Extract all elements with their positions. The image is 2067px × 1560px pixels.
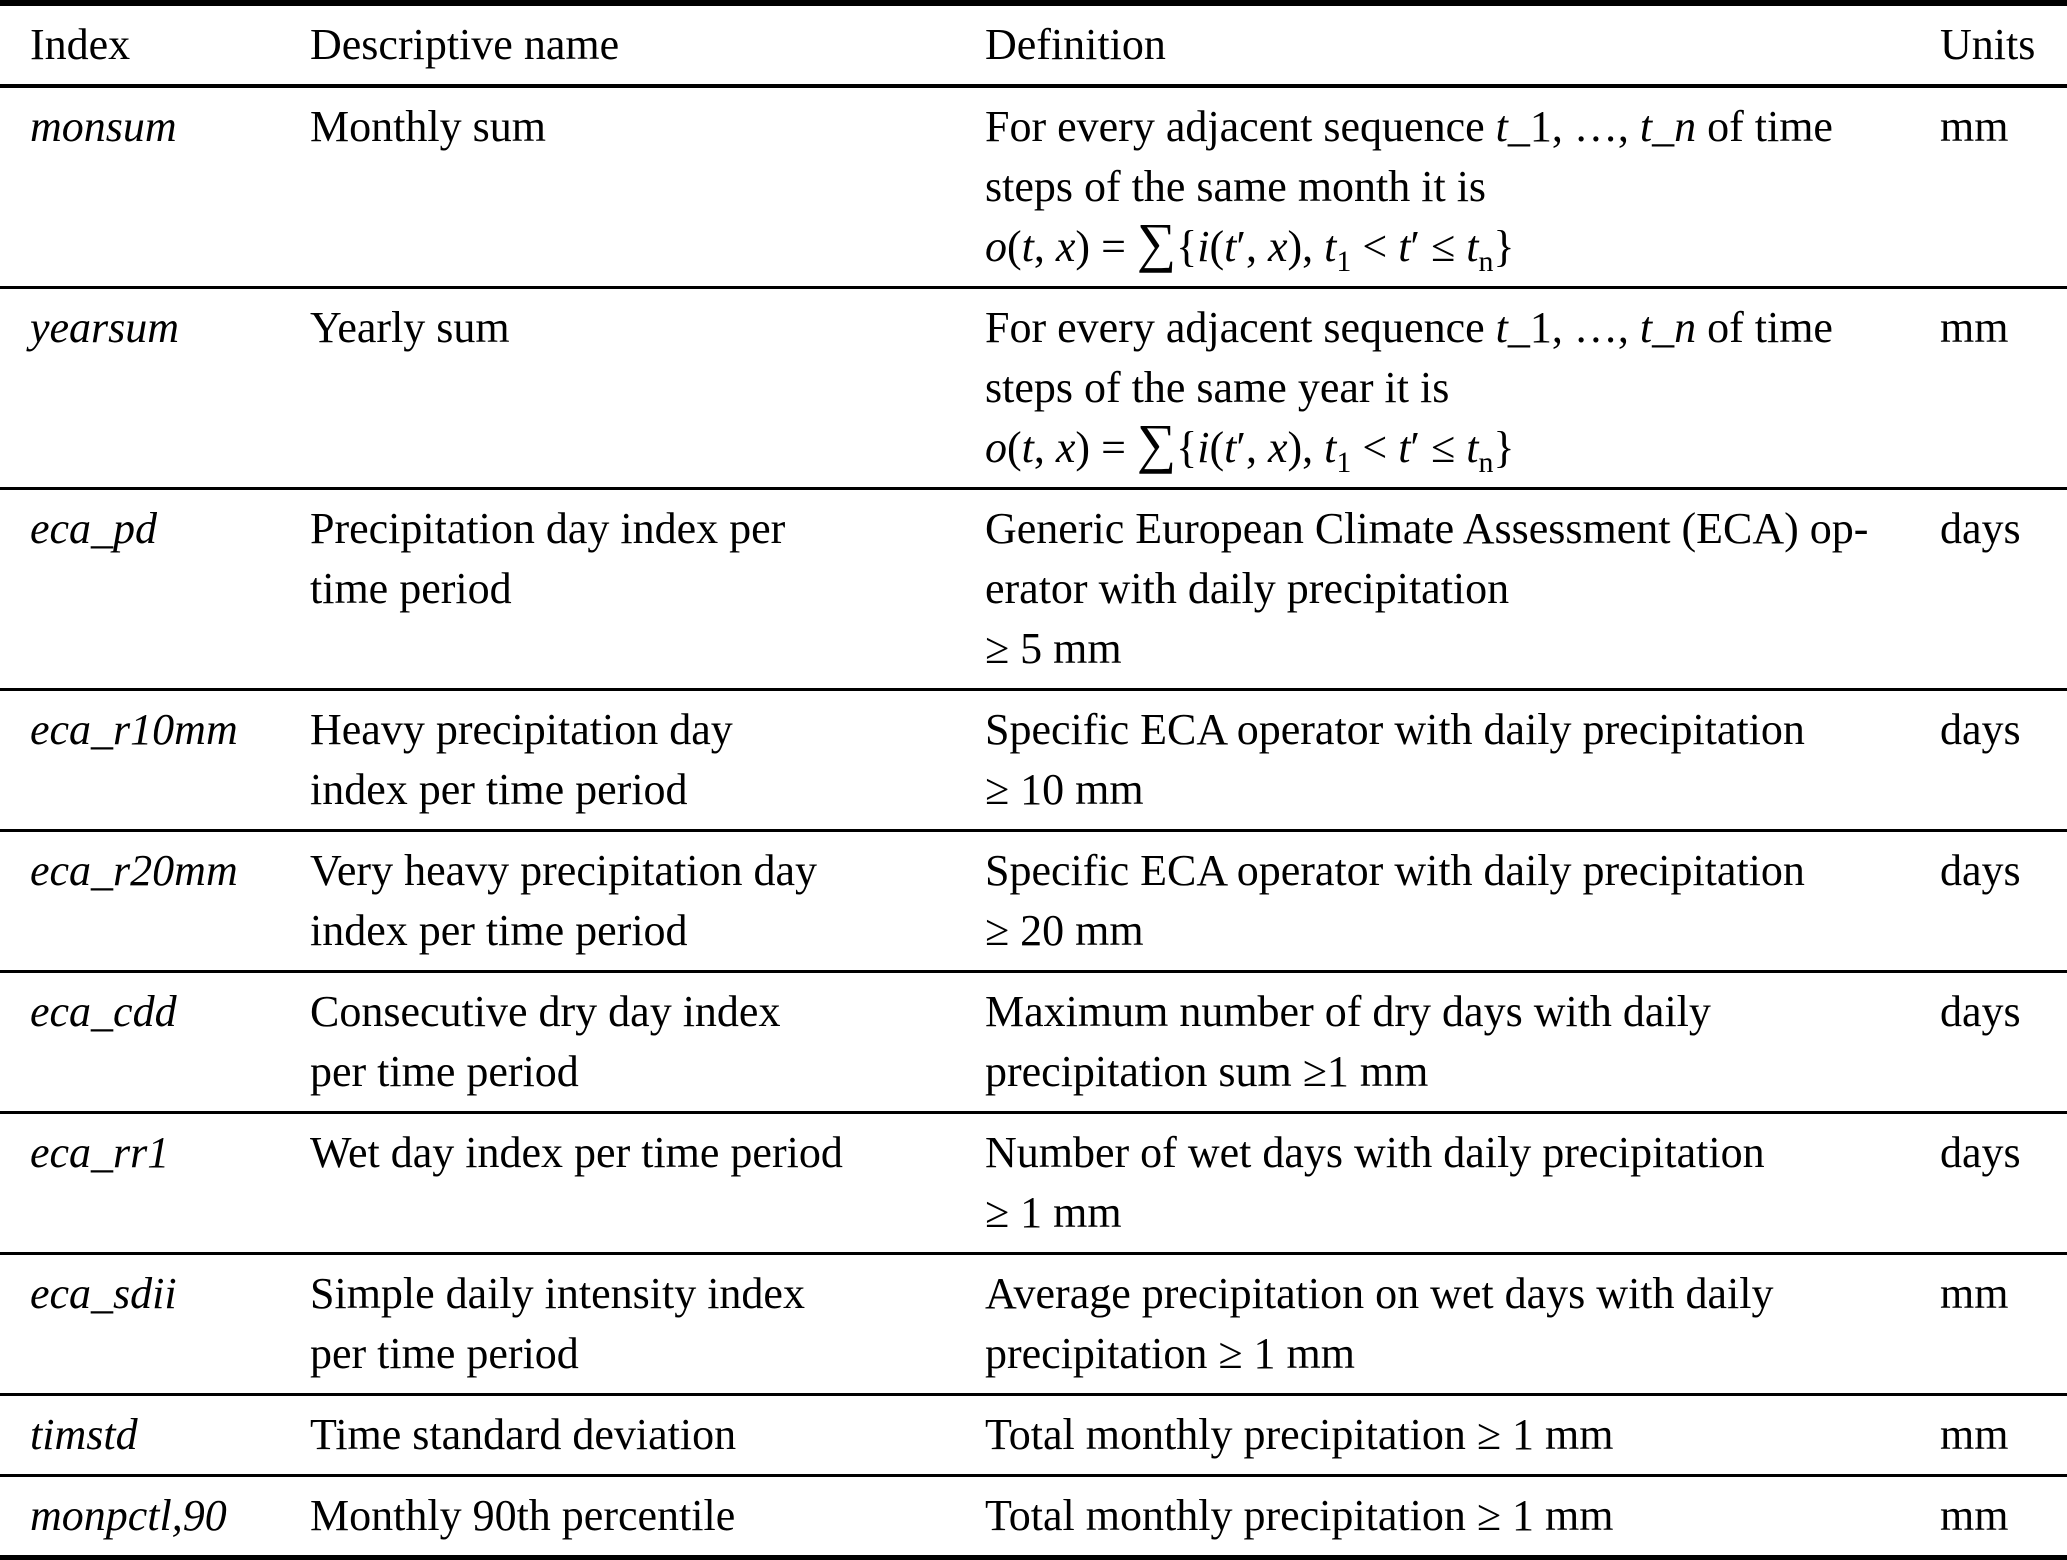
units-cell: mm <box>1940 1269 2009 1318</box>
definition-cell: For every adjacent sequence t_1, …, t_n of time steps of the same month it is o(t, x) = ∑{i(t′, x), $t_1 < t' \le t_n$} <box>985 102 1833 278</box>
definition-cell: For every adjacent sequence t_1, …, t_n of time steps of the same year it is o(t, x) = ∑{i(t′, x), $t_1 < t' \le t_n$} <box>985 303 1833 479</box>
index-cell: eca_pd <box>30 504 158 553</box>
descriptive-name-cell: Precipitation day index per time period <box>310 504 786 613</box>
table-row <box>0 1254 2067 1395</box>
table-row <box>0 1476 2067 1559</box>
descriptive-name-cell: Simple daily intensity index per time period <box>310 1269 805 1378</box>
column-header-descriptive-name: Descriptive name <box>310 20 620 69</box>
definition-cell: Total monthly precipitation ≥ 1 mm <box>985 1410 1614 1459</box>
units-cell: days <box>1940 1128 2021 1177</box>
table-row <box>0 288 2067 489</box>
index-cell: yearsum <box>30 303 180 352</box>
table-row <box>0 1113 2067 1254</box>
units-cell: days <box>1940 705 2021 754</box>
index-cell: eca_r10mm <box>30 705 238 754</box>
units-cell: days <box>1940 504 2021 553</box>
descriptive-name-cell: Time standard deviation <box>310 1410 737 1459</box>
descriptive-name-cell: Very heavy precipitation day index per time period <box>310 846 818 955</box>
descriptive-name-cell: Monthly sum <box>310 102 546 151</box>
descriptive-name-cell: Monthly 90th percentile <box>310 1491 736 1540</box>
descriptive-name-cell: Wet day index per time period <box>310 1128 843 1177</box>
table-row <box>0 86 2067 288</box>
table-row <box>0 690 2067 831</box>
definition-cell: Number of wet days with daily precipitation ≥ 1 mm <box>985 1128 1765 1237</box>
index-cell: monpctl,90 <box>30 1491 227 1540</box>
units-cell: mm <box>1940 102 2009 151</box>
column-header-index: Index <box>30 20 131 69</box>
index-cell: timstd <box>30 1410 138 1459</box>
definition-cell: Average precipitation on wet days with daily precipitation ≥ 1 mm <box>985 1269 1774 1378</box>
index-cell: eca_cdd <box>30 987 177 1036</box>
index-cell: eca_sdii <box>30 1269 177 1318</box>
definition-cell: Specific ECA operator with daily precipitation ≥ 20 mm <box>985 846 1805 955</box>
descriptive-name-cell: Heavy precipitation day index per time period <box>310 705 733 814</box>
definition-cell: Generic European Climate Assessment (ECA) op- erator with daily precipitation ≥ 5 mm <box>985 504 1869 673</box>
definition-cell: Maximum number of dry days with daily precipitation sum ≥1 mm <box>985 987 1711 1096</box>
units-cell: mm <box>1940 1410 2009 1459</box>
definition-cell: Specific ECA operator with daily precipitation ≥ 10 mm <box>985 705 1805 814</box>
column-header-units: Units <box>1940 20 2036 69</box>
header-row <box>0 3 2067 86</box>
index-cell: eca_r20mm <box>30 846 238 895</box>
definition-cell: Total monthly precipitation ≥ 1 mm <box>985 1491 1614 1540</box>
table-row <box>0 489 2067 690</box>
units-cell: days <box>1940 987 2021 1036</box>
table-row <box>0 831 2067 972</box>
table-row <box>0 972 2067 1113</box>
descriptive-name-cell: Consecutive dry day index per time period <box>310 987 781 1096</box>
index-cell: monsum <box>30 102 177 151</box>
units-cell: mm <box>1940 1491 2009 1540</box>
units-cell: mm <box>1940 303 2009 352</box>
descriptive-name-cell: Yearly sum <box>310 303 510 352</box>
column-header-definition: Definition <box>985 20 1166 69</box>
index-cell: eca_rr1 <box>30 1128 170 1177</box>
table-row <box>0 1395 2067 1476</box>
units-cell: days <box>1940 846 2021 895</box>
